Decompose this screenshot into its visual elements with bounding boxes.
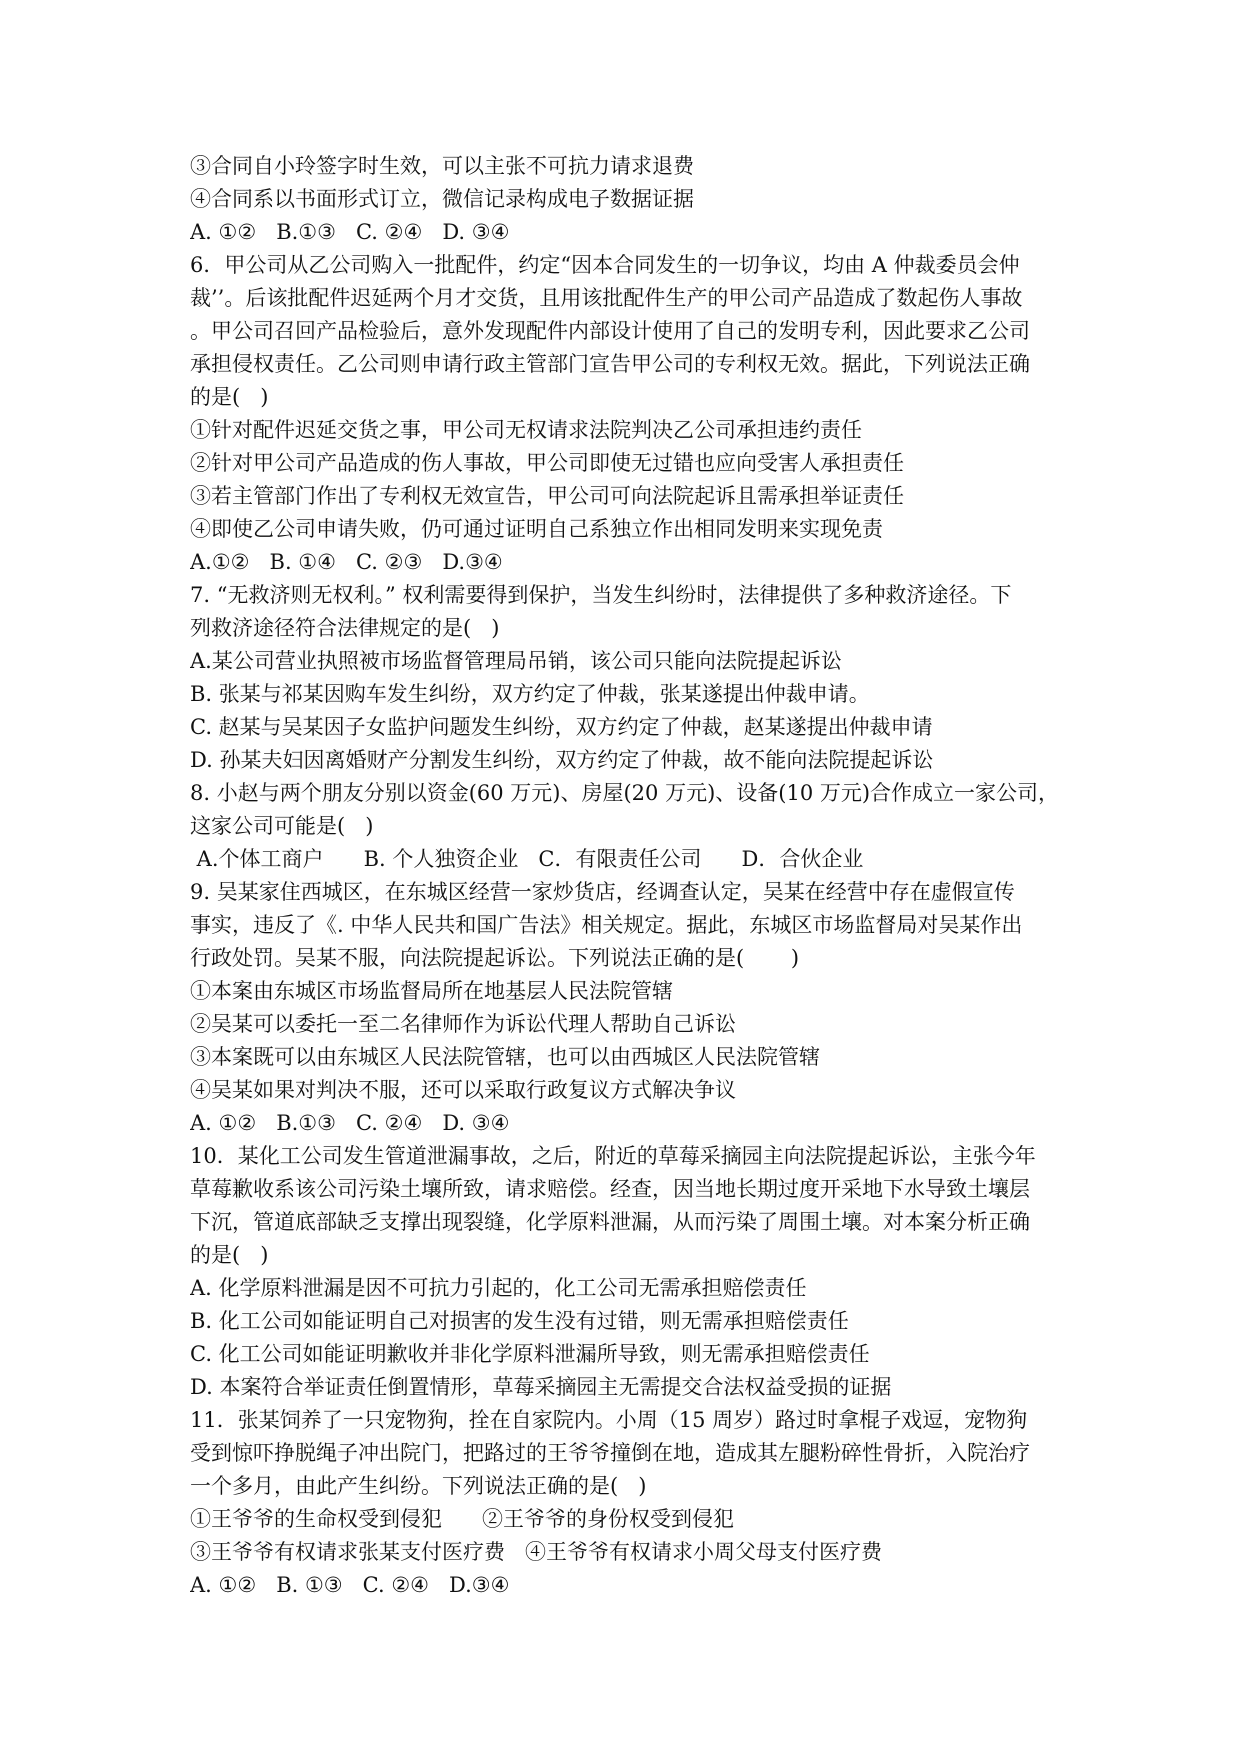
question-7-stem: 7. “无救济则无权利。” 权利需要得到保护，当发生纠纷时，法律提供了多种救济途径。下 (190, 583, 1012, 607)
text-line: 下沉，管道底部缺乏支撑出现裂缝，化学原料泄漏，从而污染了周围土壤。对本案分析正确 (190, 1210, 1030, 1234)
answer-options: A. ①② B.①③ C. ②④ D. ③④ (190, 1111, 510, 1135)
text-line: ③本案既可以由东城区人民法院管辖，也可以由西城区人民法院管辖 (190, 1045, 820, 1069)
text-line: 裁’’。后该批配件迟延两个月才交货，且用该批配件生产的甲公司产品造成了数起伤人事故 (190, 286, 1023, 310)
text-line: ①王爷爷的生命权受到侵犯 ②王爷爷的身份权受到侵犯 (190, 1507, 735, 1531)
text-line: A. 化学原料泄漏是因不可抗力引起的，化工公司无需承担赔偿责任 (190, 1276, 807, 1300)
text-line: ②针对甲公司产品造成的伤人事故，甲公司即使无过错也应向受害人承担责任 (190, 451, 904, 475)
text-line: C. 化工公司如能证明歉收并非化学原料泄漏所导致，则无需承担赔偿责任 (190, 1342, 870, 1366)
answer-options: A.个体工商户 B. 个人独资企业 C．有限责任公司 D．合伙企业 (190, 847, 864, 871)
text-line: ③若主管部门作出了专利权无效宣告，甲公司可向法院起诉且需承担举证责任 (190, 484, 904, 508)
text-line: ①本案由东城区市场监督局所在地基层人民法院管辖 (190, 979, 673, 1003)
question-6-stem: 6．甲公司从乙公司购入一批配件，约定“因本合同发生的一切争议，均由 A 仲裁委员会仲 (190, 253, 1020, 277)
text-line: ②吴某可以委托一至二名律师作为诉讼代理人帮助自己诉讼 (190, 1012, 736, 1036)
answer-options: A. ①② B. ①③ C. ②④ D.③④ (190, 1573, 510, 1597)
question-9-stem: 9. 吴某家住西城区，在东城区经营一家炒货店，经调查认定，吴某在经营中存在虚假宣传 (190, 880, 1015, 904)
text-line: ④吴某如果对判决不服，还可以采取行政复议方式解决争议 (190, 1078, 736, 1102)
text-line: 一个多月，由此产生纠纷。下列说法正确的是( ) (190, 1474, 647, 1498)
text-line: ④即使乙公司申请失败，仍可通过证明自己系独立作出相同发明来实现免责 (190, 517, 883, 541)
text-line: B. 化工公司如能证明自己对损害的发生没有过错，则无需承担赔偿责任 (190, 1309, 849, 1333)
question-11-stem: 11．张某饲养了一只宠物狗，拴在自家院内。小周（15 周岁）路过时拿棍子戏逗，宠物狗 (190, 1408, 1028, 1432)
text-line: ④合同系以书面形式订立，微信记录构成电子数据证据 (190, 187, 694, 211)
text-line: ③王爷爷有权请求张某支付医疗费 ④王爷爷有权请求小周父母支付医疗费 (190, 1540, 883, 1564)
text-line: 草莓歉收系该公司污染土壤所致，请求赔偿。经查，因当地长期过度开采地下水导致土壤层 (190, 1177, 1030, 1201)
text-line: D. 孙某夫妇因离婚财产分割发生纠纷，双方约定了仲裁，故不能向法院提起诉讼 (190, 748, 934, 772)
text-line: 受到惊吓挣脱绳子冲出院门，把路过的王爷爷撞倒在地，造成其左腿粉碎性骨折，入院治疗 (190, 1441, 1030, 1465)
text-line: 的是( ) (190, 1243, 269, 1267)
text-line: ①针对配件迟延交货之事，甲公司无权请求法院判决乙公司承担违约责任 (190, 418, 862, 442)
text-line: D. 本案符合举证责任倒置情形，草莓采摘园主无需提交合法权益受损的证据 (190, 1375, 892, 1399)
text-line: A.某公司营业执照被市场监督管理局吊销，该公司只能向法院提起诉讼 (190, 649, 842, 673)
text-line: B. 张某与祁某因购车发生纠纷，双方约定了仲裁，张某遂提出仲裁申请。 (190, 682, 870, 706)
text-line: 这家公司可能是( ) (190, 814, 374, 838)
text-line: ③合同自小玲签字时生效，可以主张不可抗力请求退费 (190, 154, 694, 178)
text-line: C. 赵某与吴某因子女监护问题发生纠纷，双方约定了仲裁，赵某遂提出仲裁申请 (190, 715, 933, 739)
answer-options: A. ①② B.①③ C. ②④ D. ③④ (190, 220, 510, 244)
document-page (190, 150, 1060, 1602)
text-line: 的是( ) (190, 385, 269, 409)
text-line: 列救济途径符合法律规定的是( ) (190, 616, 500, 640)
text-line: 事实，违反了《. 中华人民共和国广告法》相关规定。据此，东城区市场监督局对吴某作出 (190, 913, 1023, 937)
text-line: 行政处罚。吴某不服，向法院提起诉讼。下列说法正确的是( ) (190, 946, 800, 970)
text-line: 承担侵权责任。乙公司则申请行政主管部门宣告甲公司的专利权无效。据此，下列说法正确 (190, 352, 1030, 376)
answer-options: A.①② B. ①④ C. ②③ D.③④ (190, 550, 503, 574)
question-10-stem: 10．某化工公司发生管道泄漏事故，之后，附近的草莓采摘园主向法院提起诉讼，主张今年 (190, 1144, 1036, 1168)
text-line: 。甲公司召回产品检验后，意外发现配件内部设计使用了自己的发明专利，因此要求乙公司 (190, 319, 1030, 343)
question-8-stem: 8. 小赵与两个朋友分别以资金(60 万元)、房屋(20 万元)、设备(10 万元)合作成立一家公司， (190, 781, 1060, 805)
